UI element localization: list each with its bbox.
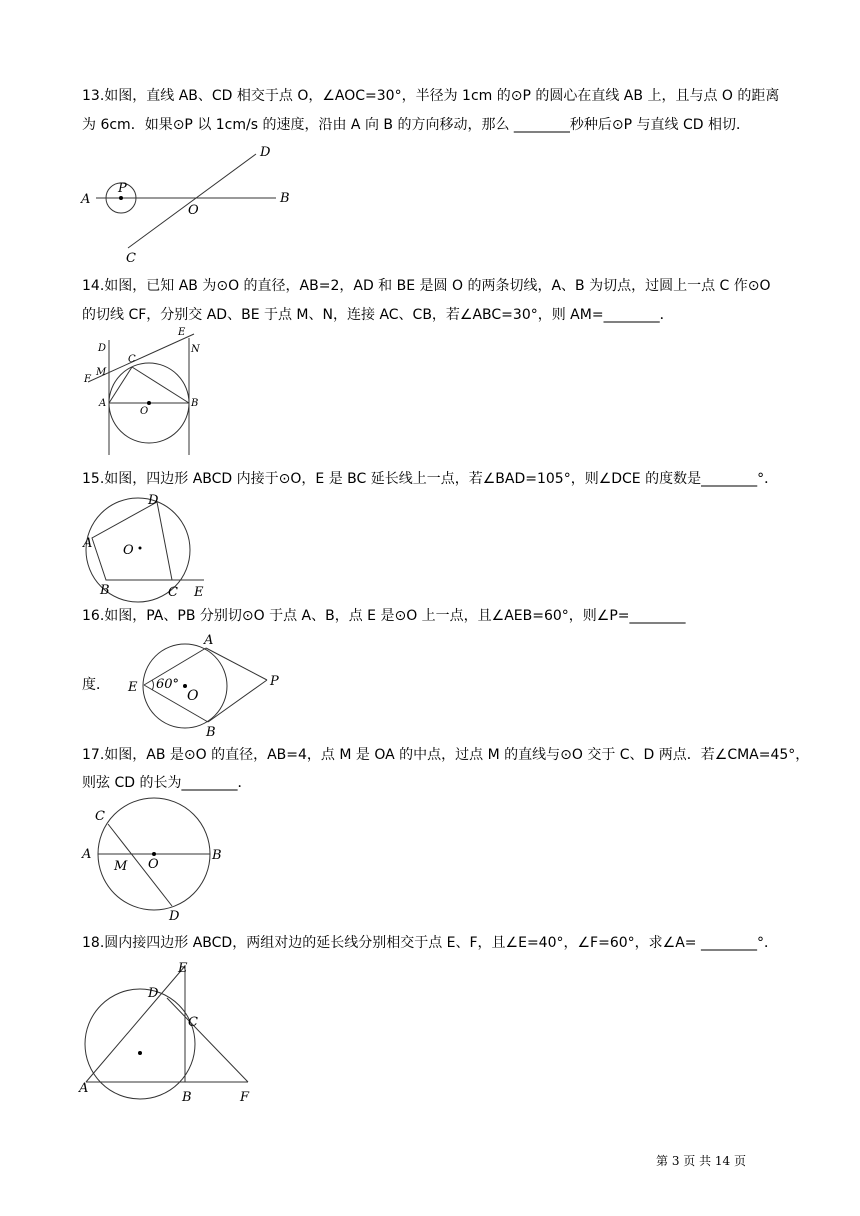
fig14-label-e: E <box>178 327 186 338</box>
figure-15 <box>80 486 220 604</box>
figure-18 <box>76 956 276 1116</box>
fig15-label-c: C <box>168 585 178 600</box>
page-footer: 第 3 页 共 14 页 <box>656 1154 746 1168</box>
fig14-label-n: N <box>191 344 200 355</box>
fig13-label-b: B <box>280 191 290 206</box>
problem-15-line-1: 15.如图，四边形 ABCD 内接于⊙O，E 是 BC 延长线上一点，若∠BAD=105°，则∠DCE 的度数是________°． <box>82 471 779 487</box>
fig15-label-e: E <box>194 585 204 600</box>
fig17-label-a: A <box>82 847 92 862</box>
fig14-label-d: D <box>98 343 107 354</box>
fig18-label-d: D <box>148 986 159 1001</box>
problem-14-line-2: 的切线 CF，分别交 AD、BE 于点 M、N，连接 AC、CB，若∠ABC=30°，则 AM=________． <box>82 307 674 323</box>
fig18-label-b: B <box>182 1090 192 1105</box>
fig16-label-o: O <box>187 688 199 704</box>
fig14-label-m: M <box>96 367 107 378</box>
problem-14-line-1: 14.如图，已知 AB 为⊙O 的直径，AB=2，AD 和 BE 是圆 O 的两条切线，A、B 为切点，过圆上一点 C 作⊙O <box>82 278 771 294</box>
fig16-label-b: B <box>206 725 216 740</box>
fig17-label-b: B <box>212 848 222 863</box>
fig18-label-f: F <box>240 1090 250 1105</box>
figure-14 <box>78 320 218 460</box>
fig13-label-c: C <box>126 251 136 266</box>
figure-17 <box>78 800 238 928</box>
fig16-label-a: A <box>204 633 214 648</box>
fig18-label-a: A <box>79 1081 89 1096</box>
figure-16 <box>124 630 294 740</box>
fig16-label-e: E <box>128 680 138 695</box>
problem-13-line-2: 为 6cm．如果⊙P 以 1cm/s 的速度，沿由 A 向 B 的方向移动，那么 ________秒种后⊙P 与直线 CD 相切． <box>82 117 750 133</box>
problem-18-line-1: 18.圆内接四边形 ABCD，两组对边的延长线分别相交于点 E、F，且∠E=40°，∠F=60°，求∠A= ________°． <box>82 935 778 951</box>
fig15-label-b: B <box>100 583 110 598</box>
fig18-label-c: C <box>188 1015 198 1030</box>
fig17-label-o: O <box>148 857 159 872</box>
fig15-label-d: D <box>148 493 159 508</box>
fig13-label-p: P <box>118 181 127 196</box>
fig17-label-c: C <box>95 809 105 824</box>
fig14-label-a: A <box>99 398 107 409</box>
problem-13-line-1: 13.如图，直线 AB、CD 相交于点 O，∠AOC=30°，半径为 1cm 的⊙P 的圆心在直线 AB 上，且与点 O 的距离 <box>82 88 780 104</box>
fig16-angle-label: 60° <box>156 677 180 692</box>
fig13-label-o: O <box>188 203 199 218</box>
fig15-label-o: O <box>123 543 134 558</box>
problem-17-line-1: 17.如图，AB 是⊙O 的直径，AB=4，点 M 是 OA 的中点，过点 M 的直线与⊙O 交于 C、D 两点．若∠CMA=45°， <box>82 747 810 763</box>
fig17-label-d: D <box>169 909 180 924</box>
fig13-label-d: D <box>260 145 271 160</box>
problem-16-line-2: 度． <box>82 677 110 693</box>
fig14-label-o: O <box>140 406 149 417</box>
problem-16-line-1: 16.如图，PA、PB 分别切⊙O 于点 A、B，点 E 是⊙O 上一点，且∠AEB=60°，则∠P=________ <box>82 608 686 624</box>
fig15-label-a: A <box>83 536 93 551</box>
fig13-label-a: A <box>81 192 91 207</box>
fig18-label-e: E <box>178 961 188 976</box>
fig14-label-f: F <box>84 374 91 385</box>
fig16-label-p: P <box>270 674 279 689</box>
figure-13 <box>70 138 310 268</box>
fig14-label-c: C <box>128 354 136 365</box>
problem-17-line-2: 则弦 CD 的长为________． <box>82 775 252 791</box>
fig14-label-b: B <box>191 398 199 409</box>
fig17-label-m: M <box>114 859 128 874</box>
